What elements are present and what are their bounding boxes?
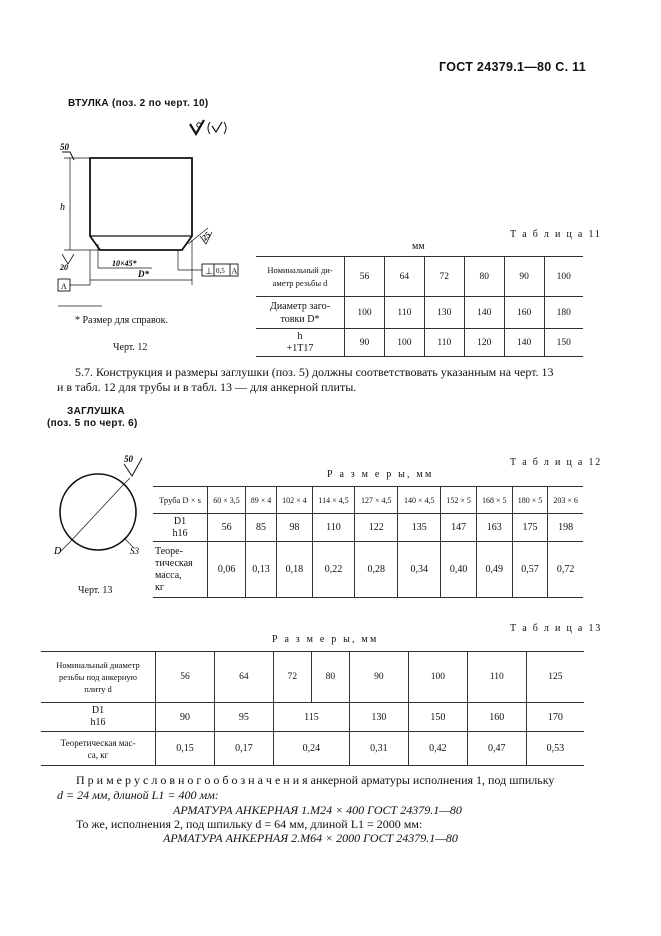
label-D: D*	[138, 269, 149, 279]
t11-row-label: h +1T17	[256, 329, 345, 357]
t12-row-label: Теоре- тическая масса, кг	[153, 542, 208, 598]
example-line1: П р и м е р у с л о в н о г о о б о з н а ч е н и я анкерной арматуры исполнения 1, под шпильку	[76, 773, 555, 787]
chamfer-label: 10×45*	[112, 259, 137, 268]
t11-row-label: Диаметр заго- товки D*	[256, 297, 345, 329]
t13-row-label: Теоретическая мас- са, кг	[41, 732, 156, 766]
label-D: D	[54, 546, 62, 557]
label-20: 20	[60, 263, 68, 272]
roughness-mark-icon	[188, 118, 233, 138]
table13: Номинальный диаметр резьбы под анкерную плиту d 56 64 72 80 90 100 110 125 D1 h16 90 95 115 130 150 160 170 Теоретическая мас- са, кг 0,15 0,17 0,24 0,31 0,42 0,47 0,53	[41, 651, 584, 766]
tolerance-ref: A	[231, 266, 238, 276]
example-designation-2: АРМАТУРА АНКЕРНАЯ 2.M64 × 2000 ГОСТ 24379.1—80	[163, 831, 458, 845]
tolerance-value: 0,5	[216, 267, 225, 275]
zaglushka-heading: ЗАГЛУШКА	[67, 406, 125, 417]
table11: Номинальный ди- аметр резьбы d 56 64 72 80 90 100 Диаметр заго- товки D* 100 110 130 140 160 180 h +1T17 90 100 110 120 140 150	[256, 256, 583, 357]
table12: Труба D × s 60 × 3,5 89 × 4 102 × 4 114 × 4,5 127 × 4,5 140 × 4,5 152 × 5 168 × 5 180 × 5 203 × 6 D1 h16 56 85 98 110 122 135 147 163 175 198 Теоре- тическая масса, кг 0,06 0,13 0,18 0,22 0,28 0,34 0,40 0,49 0,57 0,72	[153, 486, 583, 598]
zaglushka-drawing	[40, 450, 165, 570]
label-25: 25	[200, 230, 213, 243]
example-designation-1: АРМАТУРА АНКЕРНАЯ 1.M24 × 400 ГОСТ 24379.1—80	[173, 803, 462, 817]
example-line4: То же, исполнения 2, под шпильку d = 64 мм, длиной L1 = 2000 мм:	[76, 817, 423, 831]
table13-caption: Т а б л и ц а 13	[510, 623, 603, 634]
table13-unit: Р а з м е р ы, мм	[272, 634, 379, 645]
table12-caption: Т а б л и ц а 12	[510, 457, 603, 468]
t12-row-label: D1 h16	[153, 514, 208, 542]
zaglushka-subheading: (поз. 5 по черт. 6)	[47, 418, 138, 429]
tolerance-symbol: ⊥	[205, 266, 213, 276]
vtulka-footnote: * Размер для справок.	[75, 315, 168, 326]
zaglushka-caption: Черт. 13	[78, 585, 113, 596]
label-50: 50	[124, 454, 133, 464]
vtulka-caption: Черт. 12	[113, 342, 148, 353]
label-h: h	[60, 202, 65, 213]
para-5-7-line1: 5.7. Конструкция и размеры заглушки (поз. 5) должны соответствовать указанным на черт. 13	[75, 365, 554, 379]
table11-unit: мм	[412, 241, 425, 252]
t11-row-label: Номинальный ди- аметр резьбы d	[256, 257, 345, 297]
t12-row-label: Труба D × s	[153, 487, 208, 514]
example-line2: d = 24 мм, длиной L1 = 400 мм:	[57, 788, 219, 802]
t13-row-label: D1 h16	[41, 703, 156, 732]
vtulka-heading: ВТУЛКА (поз. 2 по черт. 10)	[68, 98, 209, 109]
table11-caption: Т а б л и ц а 11	[510, 229, 602, 240]
page-header: ГОСТ 24379.1—80 С. 11	[438, 60, 586, 74]
t13-row-label: Номинальный диаметр резьбы под анкерную плиту d	[41, 652, 156, 703]
label-s3: S3	[130, 546, 139, 556]
datum-label: A	[61, 282, 67, 291]
vtulka-drawing	[40, 140, 240, 310]
table12-unit: Р а з м е р ы, мм	[327, 469, 434, 480]
label-50: 50	[60, 142, 69, 152]
para-5-7-line2: и в табл. 12 для трубы и в табл. 13 — для анкерной плиты.	[57, 380, 357, 394]
